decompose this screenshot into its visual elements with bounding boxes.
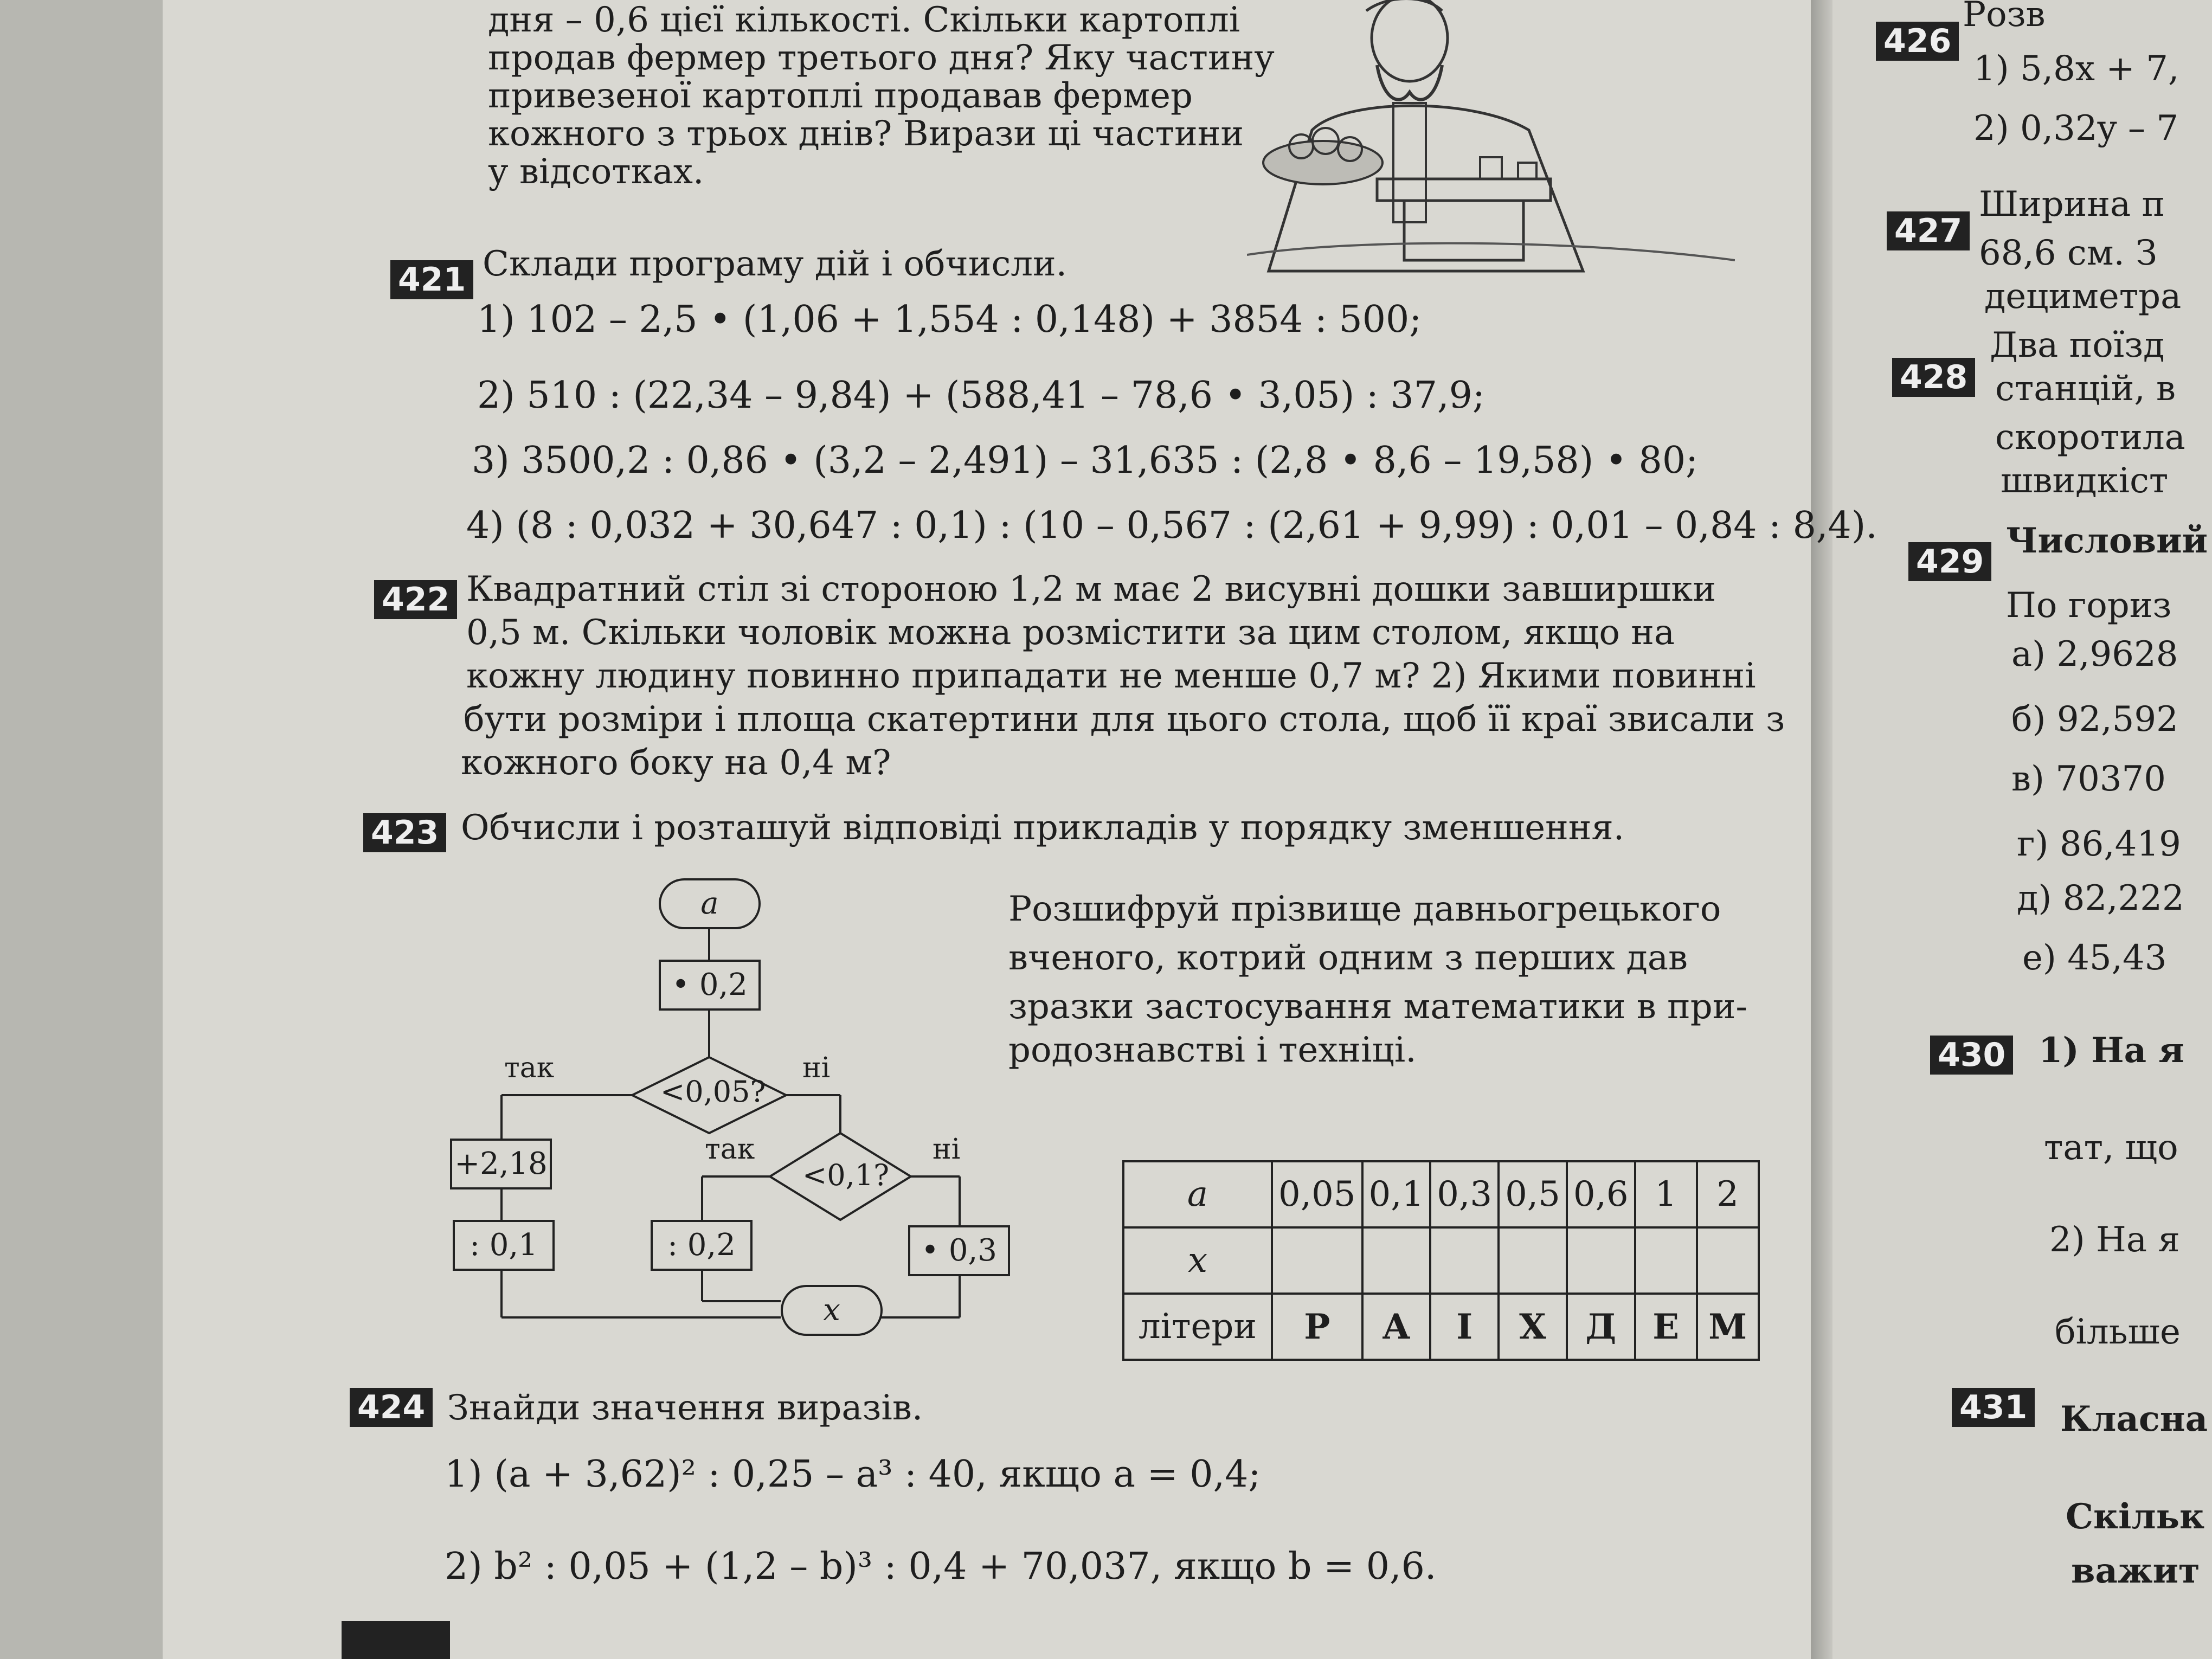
table-letter: М (1697, 1294, 1759, 1360)
p422-line-2: 0,5 м. Скільки чоловік можна розмістити за цим столом, якщо на (466, 613, 1675, 653)
p421-item-4: 4) (8 : 0,032 + 30,647 : 0,1) : (10 – 0,567 : (2,61 + 9,99) : 0,01 – 0,84 : 8,4). (466, 504, 1877, 547)
flowchart-divide-02: : 0,2 (651, 1220, 753, 1271)
problem-429-item-b: б) 92,592 (2011, 699, 2178, 740)
p423-desc-line-1: Розшифруй прізвище давньогрецького (1008, 889, 1721, 929)
problem-429-item-a: а) 2,9628 (2011, 634, 2178, 674)
problem-427-line-3: дециметра (1984, 276, 2182, 317)
p421-item-3: 3) 3500,2 : 0,86 • (3,2 – 2,491) – 31,635 : (2,8 • 8,6 – 19,58) • 80; (472, 439, 1698, 482)
problem-428-line-1: Два поїзд (1990, 325, 2165, 365)
table-a-value: 0,6 (1567, 1161, 1635, 1227)
table-row-letters (1123, 1294, 1759, 1360)
table-x-cell (1499, 1227, 1567, 1294)
problem-428-line-3: скоротила (1995, 417, 2185, 458)
problem-426-item-1: 1) 5,8x + 7, (1973, 49, 2179, 89)
problem-number-424: 424 (350, 1388, 433, 1427)
table-a-value: 0,3 (1430, 1161, 1499, 1227)
p423-desc-line-3: зразки застосування математики в при- (1008, 987, 1747, 1027)
flowchart-start: a (659, 878, 761, 929)
table-a-value: 1 (1635, 1161, 1697, 1227)
p420-line-4: кожного з трьох днів? Вирази ці частини (488, 114, 1244, 154)
p421-item-2: 2) 510 : (22,34 – 9,84) + (588,41 – 78,6 • 3,05) : 37,9; (477, 374, 1485, 417)
problem-429-title: Числовий (2006, 520, 2208, 561)
p420-line-2: продав фермер третього дня? Яку частину (488, 38, 1275, 78)
p423-title: Обчисли і розташуй відповіді прикладів у порядку зменшення. (461, 808, 1625, 848)
table-letter: А (1362, 1294, 1431, 1360)
problem-number-426: 426 (1876, 22, 1959, 61)
table-a-value: 2 (1697, 1161, 1759, 1227)
flowchart-connectors (412, 878, 1052, 1366)
p421-title: Склади програму дій і обчисли. (483, 244, 1067, 284)
problem-number-429: 429 (1908, 542, 1991, 581)
table-x-cell (1697, 1227, 1759, 1294)
table-letter: Е (1635, 1294, 1697, 1360)
problem-430-line-4: більше (2055, 1312, 2181, 1352)
problem-430-line-1: 1) На я (2039, 1030, 2184, 1071)
problem-428-line-2: станцій, в (1995, 369, 2176, 409)
table-label-a: a (1123, 1161, 1272, 1227)
cipher-table (1122, 1160, 1760, 1361)
problem-number-428: 428 (1892, 358, 1975, 397)
table-x-cell (1362, 1227, 1431, 1294)
problem-427-line-1: Ширина п (1979, 184, 2165, 224)
table-x-cell (1430, 1227, 1499, 1294)
flowchart-add-218: +2,18 (450, 1139, 552, 1189)
flowchart-end: x (781, 1285, 883, 1336)
table-row-x (1123, 1227, 1759, 1294)
flowchart-divide-01: : 0,1 (453, 1220, 555, 1271)
problem-431-line-2: Скільк (2066, 1496, 2205, 1537)
p424-title: Знайди значення виразів. (447, 1388, 923, 1428)
problem-431-line-3: важит (2071, 1551, 2200, 1591)
problem-426-item-2: 2) 0,32y – 7 (1973, 108, 2179, 149)
flowchart-no-2: ні (933, 1133, 961, 1166)
table-letter: І (1430, 1294, 1499, 1360)
problem-429-item-e: д) 82,222 (2017, 878, 2184, 918)
p423-desc-line-2: вченого, котрий одним з перших дав (1008, 938, 1688, 978)
textbook-page-right (1832, 0, 2212, 1659)
p420-line-3: привезеної картоплі продавав фермер (488, 76, 1193, 116)
table-label-x: x (1123, 1227, 1272, 1294)
p422-line-1: Квадратний стіл зі стороною 1,2 м має 2 висувні дошки завширшки (466, 569, 1716, 609)
table-a-value: 0,1 (1362, 1161, 1431, 1227)
problem-430-line-2: тат, що (2044, 1128, 2178, 1168)
p422-line-4: бути розміри і площа скатертини для цього стола, щоб її краї звисали з (464, 699, 1785, 740)
problem-number-427: 427 (1887, 211, 1970, 250)
problem-429-item-f: е) 45,43 (2022, 938, 2167, 978)
p420-line-1: дня – 0,6 цієї кількості. Скільки картоплі (488, 0, 1240, 40)
table-label-letters: літери (1123, 1294, 1272, 1360)
problem-number-431: 431 (1952, 1388, 2035, 1427)
table-letter: Д (1567, 1294, 1635, 1360)
problem-number-422: 422 (374, 580, 457, 619)
p424-item-1: 1) (a + 3,62)² : 0,25 – a³ : 40, якщо a = 0,4; (445, 1453, 1261, 1496)
problem-number-430: 430 (1930, 1036, 2013, 1075)
flowchart-multiply-03: • 0,3 (908, 1225, 1010, 1276)
problem-number-423: 423 (363, 813, 446, 852)
problem-431-line-1: Класна (2060, 1399, 2208, 1439)
page-footer-mark (342, 1621, 450, 1659)
p422-line-3: кожну людину повинно припадати не менше 0,7 м? 2) Якими повинні (466, 656, 1756, 696)
p422-line-5: кожного боку на 0,4 м? (461, 743, 891, 783)
problem-428-line-4: швидкіст (2001, 461, 2169, 501)
flowchart-yes-2: так (705, 1133, 755, 1166)
table-a-value: 0,5 (1499, 1161, 1567, 1227)
flowchart-condition-2: <0,1? (802, 1158, 890, 1192)
problem-426-title: Розв (1963, 0, 2046, 35)
flowchart-multiply-02: • 0,2 (659, 960, 761, 1011)
p420-line-5: у відсотках. (488, 152, 704, 192)
flowchart-no-1: ні (802, 1052, 831, 1084)
table-x-cell (1635, 1227, 1697, 1294)
problem-427-line-2: 68,6 см. З (1979, 233, 2158, 273)
table-x-cell (1567, 1227, 1635, 1294)
problem-429-subtitle: По гориз (2006, 586, 2172, 626)
p421-item-1: 1) 102 – 2,5 • (1,06 + 1,554 : 0,148) + 3854 : 500; (477, 298, 1422, 341)
flowchart-condition-1: <0,05? (660, 1075, 766, 1109)
p424-item-2: 2) b² : 0,05 + (1,2 – b)³ : 0,4 + 70,037, якщо b = 0,6. (445, 1545, 1437, 1588)
flowchart-yes-1: так (504, 1052, 555, 1084)
table-letter: Р (1272, 1294, 1362, 1360)
table-a-value: 0,05 (1272, 1161, 1362, 1227)
problem-429-item-d: г) 86,419 (2017, 824, 2181, 864)
problem-number-421: 421 (390, 260, 473, 299)
table-row-a (1123, 1161, 1759, 1227)
page-spine (1811, 0, 1832, 1659)
flowchart (412, 878, 1052, 1366)
farmer-illustration (1247, 0, 1735, 304)
problem-429-item-c: в) 70370 (2011, 759, 2166, 799)
p423-desc-line-4: родознавстві і техніці. (1008, 1030, 1417, 1070)
problem-430-line-3: 2) На я (2049, 1220, 2180, 1260)
table-letter: Х (1499, 1294, 1567, 1360)
table-x-cell (1272, 1227, 1362, 1294)
